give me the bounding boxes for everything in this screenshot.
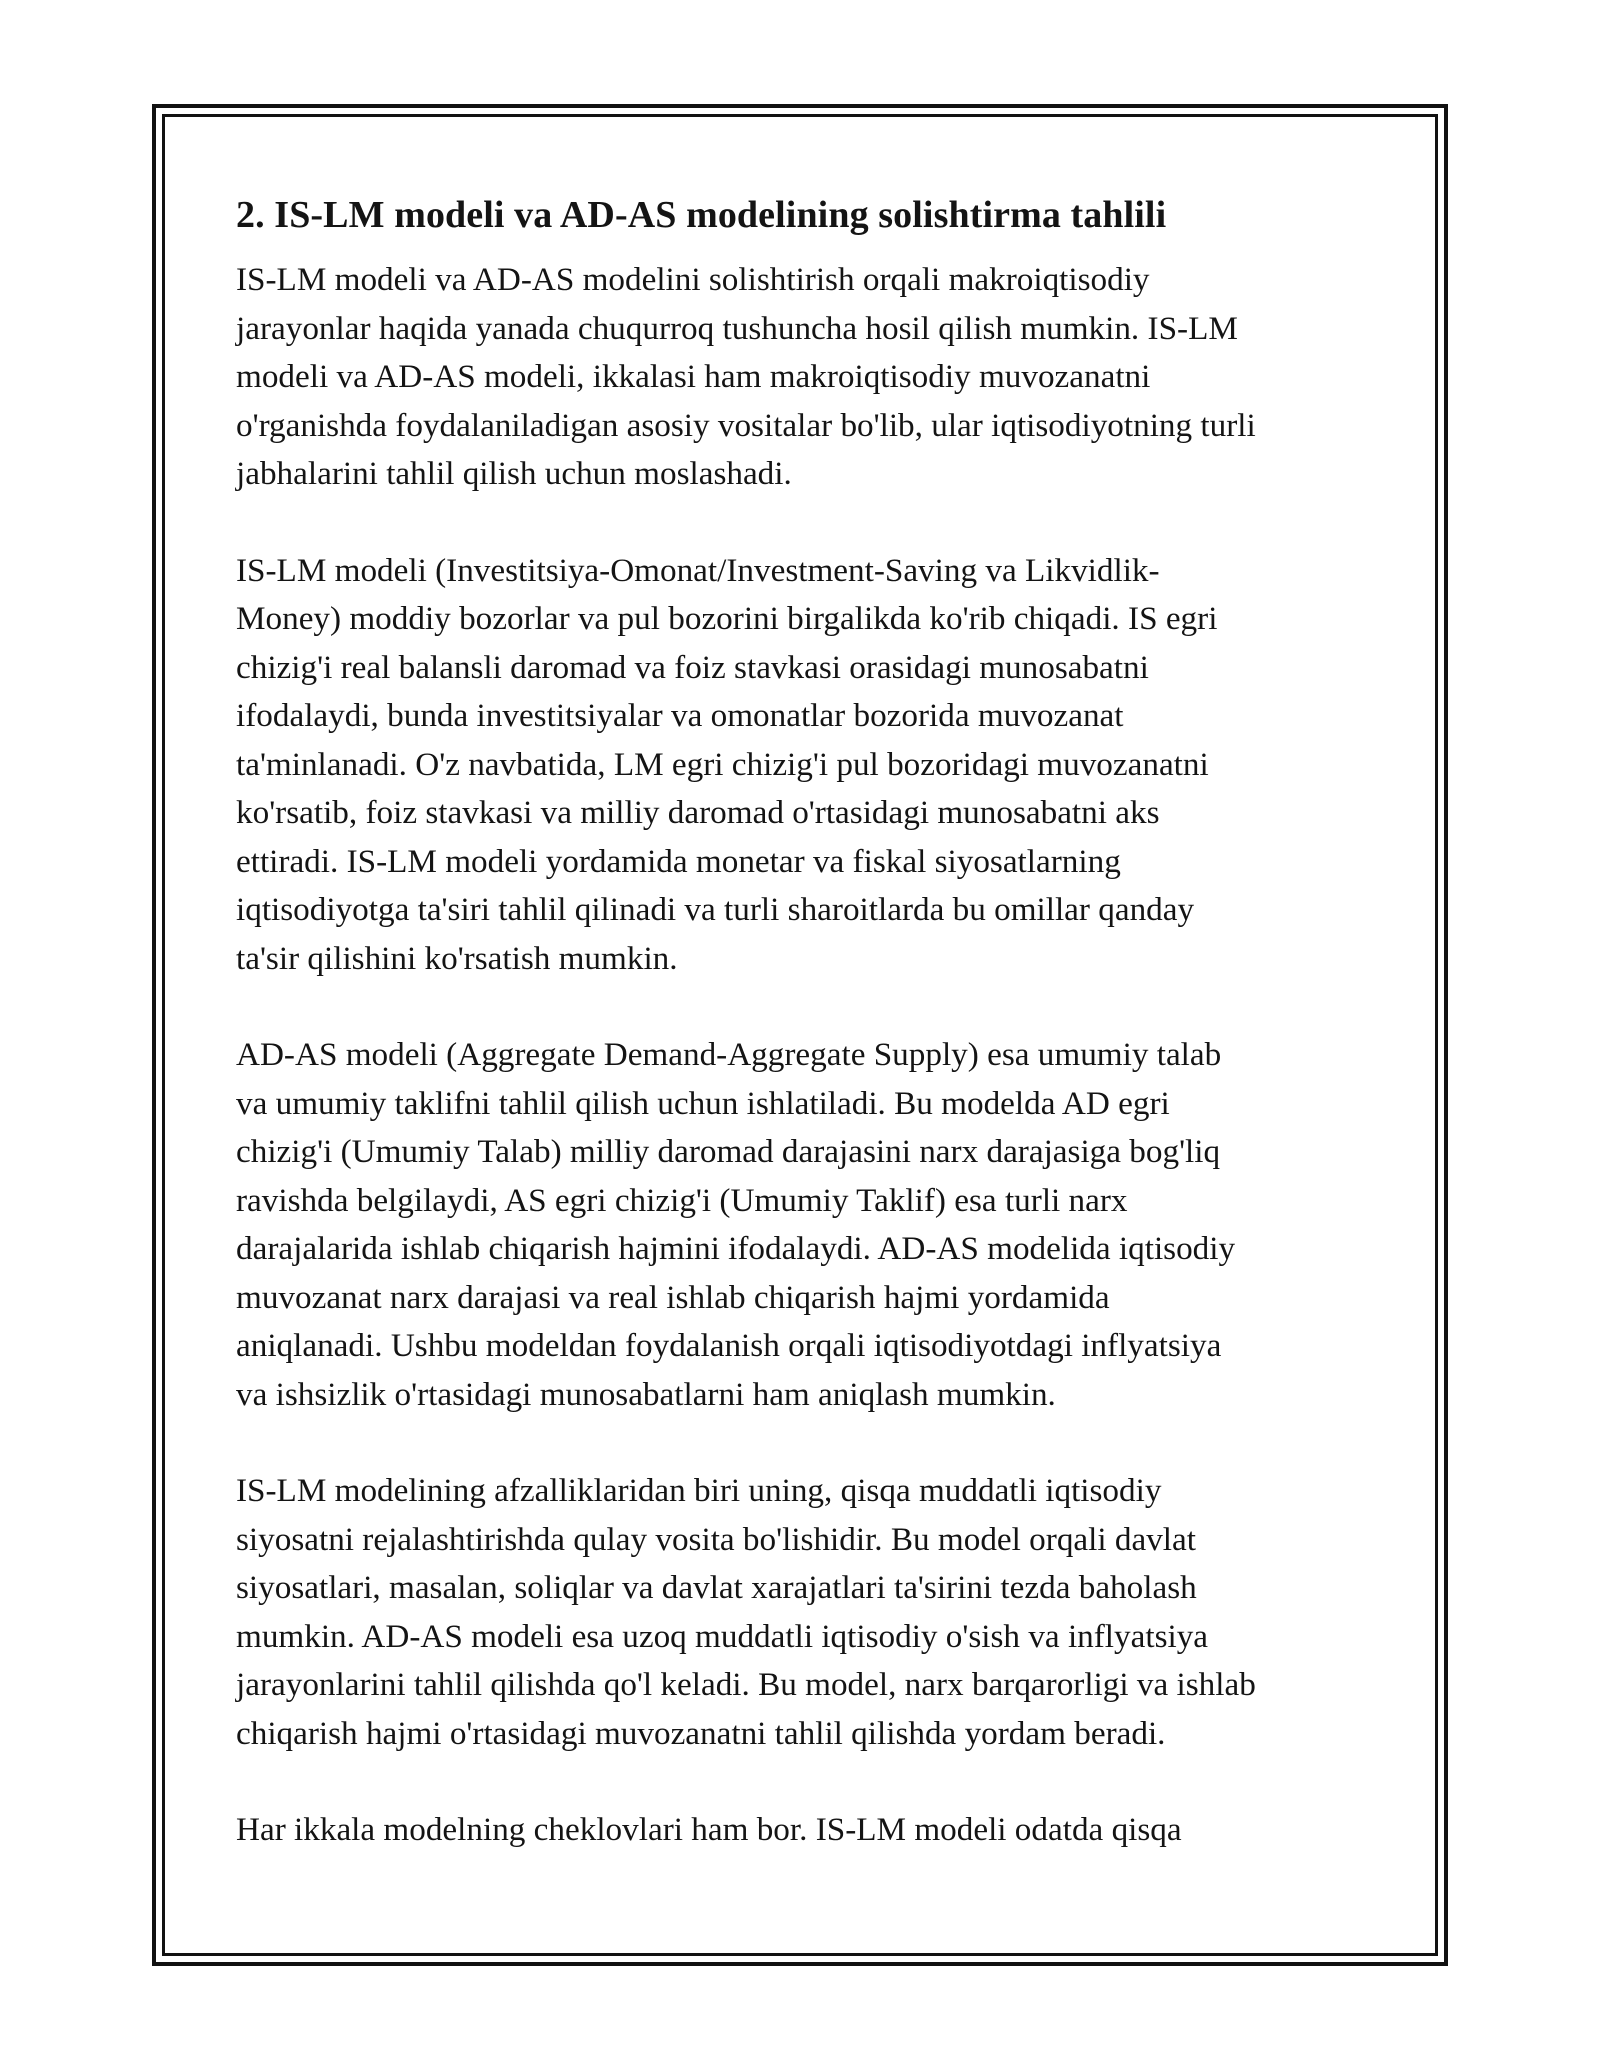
text-line: ettiradi. IS-LM modeli yordamida monetar va fiskal siyosatlarning bbox=[236, 842, 1121, 880]
text-line: AD-AS modeli (Aggregate Demand-Aggregate Supply) esa umumiy talab bbox=[236, 1036, 1222, 1073]
text-line: darajalarida ishlab chiqarish hajmini ifodalaydi. AD-AS modelida iqtisodiy bbox=[236, 1230, 1236, 1267]
text-line: va umumiy taklifni tahlil qilish uchun ishlatiladi. Bu modelda AD egri bbox=[236, 1084, 1170, 1122]
section-heading: 2. IS-LM modeli va AD-AS modelining solishtirma tahlili bbox=[236, 194, 1167, 236]
text-line: jabhalarini tahlil qilish uchun moslashadi. bbox=[236, 455, 792, 492]
text-line: chizig'i real balansli daromad va foiz stavkasi orasidagi munosabatni bbox=[236, 648, 1149, 686]
text-line: modeli va AD-AS modeli, ikkalasi ham makroiqtisodiy muvozanatni bbox=[236, 358, 1151, 395]
text-line: jarayonlar haqida yanada chuqurroq tushuncha hosil qilish mumkin. IS-LM bbox=[236, 309, 1238, 347]
text-line: IS-LM modeli va AD-AS modelini solishtirish orqali makroiqtisodiy bbox=[236, 261, 1150, 298]
paragraph-5 bbox=[236, 1806, 1372, 1855]
text-line: ta'sir qilishini ko'rsatish mumkin. bbox=[236, 939, 678, 977]
text-line: va ishsizlik o'rtasidagi munosabatlarni ham aniqlash mumkin. bbox=[236, 1375, 1056, 1413]
text-line: aniqlanadi. Ushbu modeldan foydalanish orqali iqtisodiyotdagi inflyatsiya bbox=[236, 1327, 1222, 1364]
text-line: Money) moddiy bozorlar va pul bozorini birgalikda ko'rib chiqadi. IS egri bbox=[236, 600, 1218, 637]
document-body bbox=[236, 188, 1372, 1903]
text-line: Har ikkala modelning cheklovlari ham bor. IS-LM modeli odatda qisqa bbox=[236, 1811, 1182, 1848]
text-line: ko'rsatib, foiz stavkasi va milliy daromad o'rtasidagi munosabatni aks bbox=[236, 794, 1160, 831]
text-line: muvozanat narx darajasi va real ishlab chiqarish hajmi yordamida bbox=[236, 1278, 1110, 1316]
text-line: siyosatlari, masalan, soliqlar va davlat xarajatlari ta'sirini tezda baholash bbox=[236, 1569, 1197, 1606]
text-line: o'rganishda foydalaniladigan asosiy vositalar bo'lib, ular iqtisodiyotning turli bbox=[236, 406, 1256, 444]
paragraph-3 bbox=[236, 1031, 1372, 1419]
text-line: ta'minlanadi. O'z navbatida, LM egri chizig'i pul bozoridagi muvozanatni bbox=[236, 745, 1209, 783]
paragraph-4 bbox=[236, 1467, 1372, 1758]
text-line: IS-LM modelining afzalliklaridan biri uning, qisqa muddatli iqtisodiy bbox=[236, 1472, 1162, 1509]
text-line: chiqarish hajmi o'rtasidagi muvozanatni tahlil qilishda yordam beradi. bbox=[236, 1714, 1166, 1752]
text-line: ifodalaydi, bunda investitsiyalar va omonatlar bozorida muvozanat bbox=[236, 697, 1124, 734]
text-line: mumkin. AD-AS modeli esa uzoq muddatli iqtisodiy o'sish va inflyatsiya bbox=[236, 1617, 1209, 1655]
text-line: ravishda belgilaydi, AS egri chizig'i (Umumiy Taklif) esa turli narx bbox=[236, 1181, 1128, 1219]
paragraph-1 bbox=[236, 256, 1372, 499]
paragraph-2 bbox=[236, 547, 1372, 984]
text-line: chizig'i (Umumiy Talab) milliy daromad darajasini narx darajasiga bog'liq bbox=[236, 1133, 1221, 1170]
text-line: iqtisodiyotga ta'siri tahlil qilinadi va turli sharoitlarda bu omillar qanday bbox=[236, 891, 1195, 928]
text-line: siyosatni rejalashtirishda qulay vosita bo'lishidir. Bu model orqali davlat bbox=[236, 1520, 1196, 1558]
text-line: IS-LM modeli (Investitsiya-Omonat/Investment-Saving va Likvidlik- bbox=[236, 551, 1160, 589]
text-line: jarayonlarini tahlil qilishda qo'l keladi. Bu model, narx barqarorligi va ishlab bbox=[236, 1666, 1256, 1703]
